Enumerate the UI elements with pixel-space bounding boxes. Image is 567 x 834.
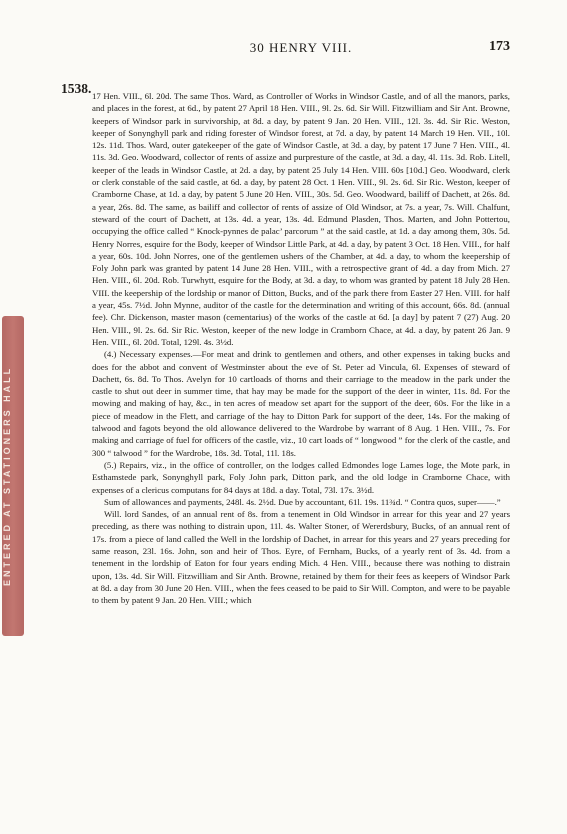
paragraph-wages: 17 Hen. VIII., 6l. 20d. The same Thos. Ward, as Controller of Works in Windsor Castle, and of all the manors, parks, and places in the forest, at 6d., by patent 27 April 18 Hen. VIII., 9l. 2s. 6d. Sir Will. Fitzwilliam and Sir Ant. Browne, keepers of Windsor park in survivorship, at 8d. a day, by patent 9 Jan. 20 Hen. VIII., 12l. 3s. 4d. Sir Ric. Weston, keeper of Sonynghyll park and riding forester of Windsor forest, at 7d. a day, by patent 14 March 19 Hen. VII., 10l. 12s. 11d. Thos. Ward, outer gatekeeper of the gate of Windsor Castle, at 3d. a day, by patent 17 June 7 Hen. VIII., 4l. 11s. 3d. Geo. Woodward, collector of rents of assize and purpresture of the castle, at 3d. a day, 4l. 11s. 3d. Rob. Litell, keeper of the leads in Windsor Castle, at 2d. a day, by patent 25 July 14 Hen. VIII. 60s [10d.] Geo. Woodward, clerk or clerk constable of the said castle, at 6d. a day, by patent 28 Oct. 1 Hen. VIII., 9l. 2s. 6d. Sir Ric. Weston, keeper of Cramborne Chase, at 1d. a day, by patent 5 June 20 Hen. VIII., 30s. 5d. Geo. Woodward, bailiff of Dachett, at 26s. 8d. a year, 26s. 8d. The same, as bailiff and collector of rents of assize of Old Windsor, at 7s. a year, 7s. Will. Chalfunt, steward of the court of Dachett, at 13s. 4d. a year, 13s. 4d. Edmund Plasden, Thos. Marten, and John Pottertou, occupying the office called “ Knock-pynnes de palac’ parcorum ” at the said castle, at 1d. a day among them, 30s. 5d. Henry Norres, esquire for the Body, keeper of Windsor Little Park, at 4d. a day, by patent 3 Oct. 18 Hen. VIII., for half a year, 60s. 10d. John Norres, one of the gentlemen ushers of the Chamber, at 4d. a day, to whom the keepership of Foly John park was granted by patent 14 June 28 Hen. VIII., with a retrospective grant of 4d. a day from Mich. 27 Hen. VIII., 6l. 20d. Rob. Turwhytt, esquire for the Body, at 3d. a day, to whom was granted by patent 18 July 28 Hen. VIII. the keepership of the lordship or manor of Ditton, Bucks, and of the park there from Easter 27 Hen. VIII. for half a year, 45s. 7½d. John Mynne, auditor of the castle for the determination and writing of this account, 66s. 8d. (annual fee). Chr. Dickenson, master mason (cementarius) of the works of the castle at 6d. [a day] by patent 7 (27) Aug. 20 Hen. VIII., 9l. 2s. 6d. Sir Ric. Weston, keeper of the new lodge in Cramborn Chace, at 4d. a day, by patent 26 Jan. 9 Hen. VIII., 6l. 20d. Total, 129l. 4s. 3½d. bbox=[92, 91, 510, 347]
paragraph-sum: Sum of allowances and payments, 248l. 4s. 2½d. Due by accountant, 61l. 19s. 11¾d. “ Contra quos, super——.” bbox=[104, 496, 501, 507]
running-title: 30 HENRY VIII. bbox=[249, 40, 353, 55]
library-stamp bbox=[2, 316, 24, 636]
paragraph-necessary-expenses: (4.) Necessary expenses.—For meat and drink to gentlemen and others, and other expenses in taking bucks and does for the abbot and convent of Westminster about the eve of St. Peter ad Vincula, 6l. Expenses of steward of Dachett, 6s. 8d. To Thos. Avelyn for 10 cartloads of thorns and their carriage to the meadow in the park under the castle to shut out deer in summer time, that hay may be made for the support of the deer in winter, 11s. 8d. For the mowing and making of hay, &c., in ten acres of meadow set apart for the support of the deer, 60s. For the like in a piece of meadow in the Flett, and carriage of the hay to Ditton Park for support of the deer, 14s. For the making of talwood and fagots beyond the old allowance delivered to the Wardrobe by warrant of 8 Aug. 1 Hen. VIII., 7s. For making and carriage of fuel for officers of the castle, viz., 10 cart loads of “ longwood ” for the clerk of the castle, and 300 “ talwood ” for the Wardrobe, 18s. 3d. Total, 11l. 18s. bbox=[92, 349, 510, 458]
page-number: 173 bbox=[489, 39, 510, 54]
paragraph-repairs: (5.) Repairs, viz., in the office of controller, on the lodges called Edmondes loge Lames loge, the Mote park, in Esthamstede park, Sonynghyll park, Foly John park, Ditton park, and the old lodge in Cramborne Chace, with expenses of a clericus computans for 84 days at 18d. a day. Total, 73l. 17s. 3½d. bbox=[92, 459, 510, 495]
page-header bbox=[92, 40, 510, 56]
paragraph-arrears: Will. lord Sandes, of an annual rent of 8s. from a tenement in Old Windsor in arrear for this year and 27 years preceding, as there was nothing to distrain upon, 11l. 4s. Walter Stoner, of Wererdsbury, Bucks, of an annual rent of 17s. from a piece of land called the Well in the lordship of Dachet, in arrear for this years and 27 years preceding for same reason, 23l. 16s. John, son and heir of Thos. Eyre, of Fernham, Bucks, of a yearly rent of 3s. 4d. from a tenement in the lordship of Eaton for four years ending Mich. 4 Hen. VIII., because there was nothing to distrain upon, 13s. 4d. Sir Will. Fitzwilliam and Sir Anth. Browne, retained by them for their fees as keepers of Windsor Park at 8d. a day from 30 June 20 Hen. VIII., when the fees ceased to be paid to Sir Will. Compton, and were to be payable to them by patent 9 Jan. 20 Hen. VIII.; which bbox=[92, 509, 510, 606]
stamp-text: ENTERED AT STATIONERS HALL bbox=[2, 365, 12, 587]
body-text bbox=[92, 90, 510, 606]
margin-year: 1538. bbox=[61, 81, 92, 96]
